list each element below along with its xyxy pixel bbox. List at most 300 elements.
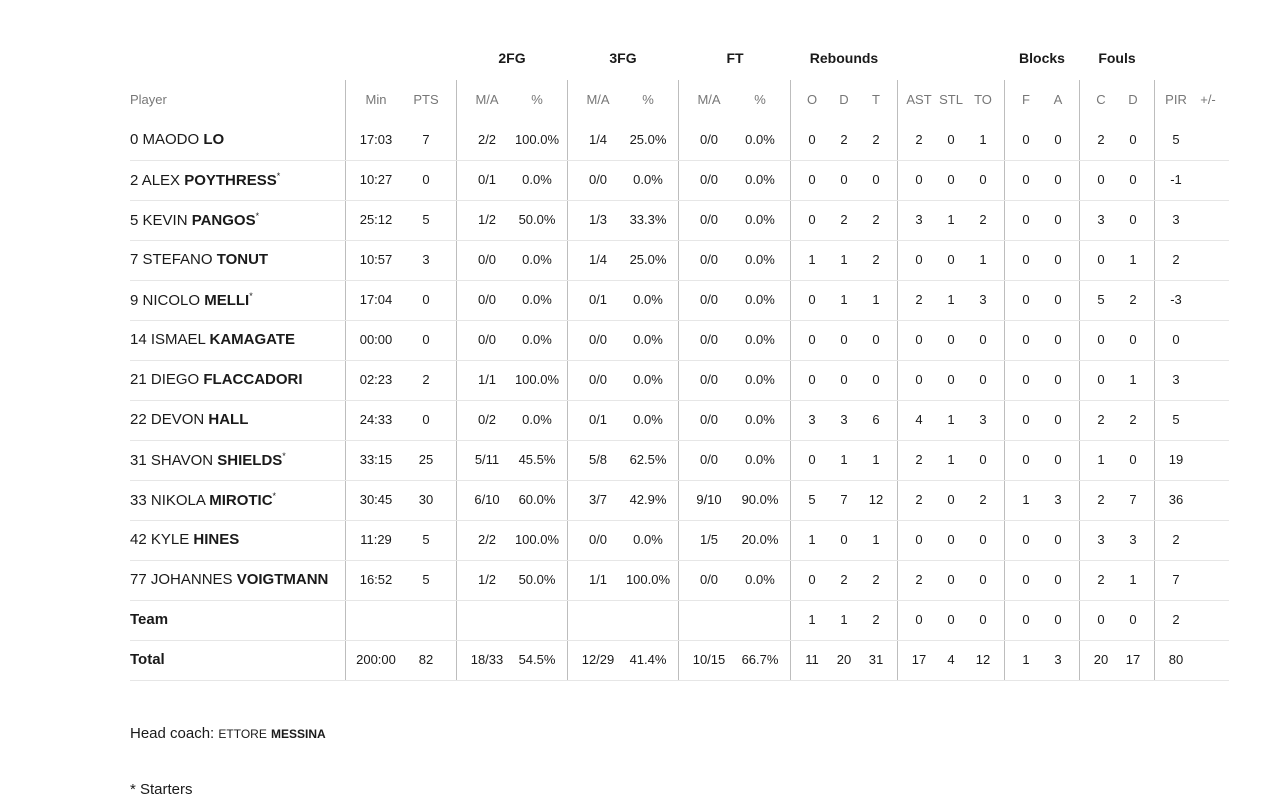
column-header: M/A [586,92,610,107]
stat-cell: 0/0 [588,172,608,187]
stat-cell: 0.0% [745,572,775,587]
player-name [130,451,286,469]
stat-cell: 62.5% [629,452,667,467]
stat-cell: 0/0 [699,332,719,347]
stat-cell: 0 [947,372,955,387]
stat-cell: 0.0% [745,172,775,187]
stat-cell: 7 [1172,572,1180,587]
stat-cell: 0 [947,612,955,627]
player-number: 5 [130,212,143,229]
stat-cell: 2 [1172,252,1180,267]
column-header: Player [130,92,167,107]
stat-cell: 1/4 [588,252,608,267]
player-first-name: NIKOLA [150,492,210,509]
stat-cell: 0 [947,572,955,587]
stat-cell: 3/7 [588,492,608,507]
stat-cell: 0 [422,332,430,347]
stat-cell: 0 [915,252,923,267]
player-number: 22 [130,411,151,428]
total-label: Total [130,651,165,668]
stat-cell: 100.0% [514,532,560,547]
stat-cell: 0 [915,532,923,547]
stat-cell: 90.0% [741,492,779,507]
stat-cell: 0/0 [699,572,719,587]
stat-cell: 20 [836,652,852,667]
stat-cell: 0/0 [699,412,719,427]
player-last-name: VOIGTMANN [236,571,329,588]
stat-cell: 2 [840,212,848,227]
stat-cell: 3 [979,292,987,307]
player-last-name: PANGOS [191,212,256,229]
stat-cell: 0/0 [699,292,719,307]
stat-cell: 3 [1054,492,1062,507]
stat-cell: 0.0% [522,252,552,267]
stat-cell: 80 [1168,652,1184,667]
stat-cell: 0 [1022,572,1030,587]
stat-cell: 0 [1054,532,1062,547]
row-divider [130,520,1229,521]
stat-cell: 3 [915,212,923,227]
stat-cell: 0.0% [745,332,775,347]
stat-cell: 25.0% [629,252,667,267]
stat-cell: 2 [872,212,880,227]
stat-cell: 0 [840,532,848,547]
row-divider [130,680,1229,681]
head-coach-label: Head coach: [130,725,219,742]
stat-cell: 0 [1054,372,1062,387]
stat-cell: 2 [1129,412,1137,427]
row-divider [130,640,1229,641]
stat-cell: 0 [1129,332,1137,347]
stat-cell: 0 [1054,572,1062,587]
stat-cell: 5 [1097,292,1105,307]
stat-cell: 2 [915,452,923,467]
stat-cell: 4 [947,652,955,667]
stat-cell: 0 [1022,292,1030,307]
stat-cell: 0 [808,332,816,347]
player-number: 7 [130,251,143,268]
stat-cell: 0/0 [699,212,719,227]
stat-cell: 2 [422,372,430,387]
stat-cell: 3 [1054,652,1062,667]
stat-cell: 3 [840,412,848,427]
stat-cell: 0 [979,172,987,187]
stat-cell: 0 [1054,332,1062,347]
stat-cell: 20.0% [741,532,779,547]
stat-cell: 3 [1172,212,1180,227]
stat-cell: 0 [808,132,816,147]
stat-cell: -1 [1170,172,1182,187]
stat-cell: 1 [1097,452,1105,467]
column-header: F [1022,92,1030,107]
column-divider [567,80,568,680]
stat-cell: 0 [1054,412,1062,427]
group-header-blocks: Blocks [1019,50,1065,66]
stat-cell: 33.3% [629,212,667,227]
stat-cell: 20 [1093,652,1109,667]
player-last-name: HALL [208,411,249,428]
player-first-name: MAODO [142,131,204,148]
stat-cell: 18/33 [470,652,504,667]
column-header: STL [939,92,963,107]
stat-cell: 0 [947,252,955,267]
stat-cell: 66.7% [741,652,779,667]
stat-cell: 100.0% [625,572,671,587]
stat-cell: 17 [1125,652,1141,667]
stat-cell: 0 [1097,172,1105,187]
player-first-name: ALEX [141,172,185,189]
starter-mark: * [255,211,260,221]
stat-cell: 5 [808,492,816,507]
player-first-name: JOHANNES [150,571,237,588]
stat-cell: 0 [915,372,923,387]
column-header: Min [365,92,387,107]
stat-cell: 0 [979,572,987,587]
stat-cell: 17:04 [359,292,393,307]
stat-cell: 7 [1129,492,1137,507]
stat-cell: 1 [947,412,955,427]
column-header: D [839,92,849,107]
player-name [130,211,259,229]
player-number: 33 [130,492,151,509]
column-divider [1004,80,1005,680]
player-first-name: DIEGO [150,371,204,388]
stat-cell: 0 [979,532,987,547]
stat-cell: 2/2 [477,132,497,147]
row-divider [130,240,1229,241]
stat-cell: 0 [947,132,955,147]
stat-cell: 1 [1129,572,1137,587]
stat-cell: 1 [808,532,816,547]
row-divider [130,440,1229,441]
stat-cell: 45.5% [518,452,556,467]
stat-cell: 1 [872,532,880,547]
player-number: 31 [130,452,151,469]
stat-cell: 0.0% [633,372,663,387]
player-name [130,171,280,189]
stat-cell: 0 [1172,332,1180,347]
column-header: O [806,92,818,107]
stat-cell: 0/0 [588,372,608,387]
stat-cell: 2 [1097,492,1105,507]
stat-cell: 2 [915,292,923,307]
stat-cell: 0 [947,532,955,547]
player-first-name: STEFANO [142,251,217,268]
stat-cell: 0.0% [633,172,663,187]
stat-cell: 2 [979,212,987,227]
stat-cell: 0.0% [745,372,775,387]
stat-cell: 3 [1129,532,1137,547]
stat-cell: 5 [422,212,430,227]
stat-cell: 1 [1022,652,1030,667]
stat-cell: 0.0% [745,212,775,227]
starter-mark: * [282,451,286,461]
stat-cell: 0 [840,372,848,387]
stat-cell: 0 [422,292,430,307]
player-name [130,571,328,588]
column-header: PTS [413,92,439,107]
stat-cell: 0.0% [633,532,663,547]
stat-cell: 0 [872,172,880,187]
stat-cell: 100.0% [514,372,560,387]
stat-cell: 0 [1022,532,1030,547]
stat-cell: 9/10 [696,492,722,507]
stat-cell: 0.0% [522,332,552,347]
stat-cell: 12 [975,652,991,667]
stat-cell: 0.0% [522,412,552,427]
stat-cell: 0 [1054,292,1062,307]
stat-cell: 0.0% [633,412,663,427]
group-header-2fg: 2FG [498,50,526,66]
stat-cell: 2 [840,132,848,147]
stat-cell: 1 [947,212,955,227]
starter-mark: * [276,171,281,181]
stat-cell: 2 [1097,572,1105,587]
stat-cell: 0 [947,332,955,347]
stat-cell: 0 [808,292,816,307]
stat-cell: 3 [808,412,816,427]
player-last-name: MIROTIC [209,492,273,509]
stat-cell: 2 [915,572,923,587]
row-divider [130,160,1229,161]
stat-cell: 1 [1129,252,1137,267]
stat-cell: 02:23 [359,372,393,387]
stat-cell: 00:00 [359,332,393,347]
stat-cell: 3 [1097,532,1105,547]
stat-cell: 0/0 [588,332,608,347]
stat-cell: 1/3 [588,212,608,227]
stat-cell: 0/0 [699,132,719,147]
stat-cell: 0 [840,332,848,347]
stat-cell: 0.0% [745,412,775,427]
player-name [130,531,239,548]
stat-cell: 11:29 [360,532,392,547]
stat-cell: 7 [840,492,848,507]
starter-mark: * [249,291,253,301]
stat-cell: 2 [1172,612,1180,627]
stat-cell: 0 [947,172,955,187]
stat-cell: 1/1 [588,572,608,587]
stat-cell: 0/2 [477,412,497,427]
stat-cell: 0 [1097,332,1105,347]
stat-cell: 11 [805,652,819,667]
column-divider [678,80,679,680]
stat-cell: 0 [1054,172,1062,187]
column-divider [456,80,457,680]
stat-cell: 25.0% [629,132,667,147]
team-label: Team [130,611,169,628]
stat-cell: 0 [915,332,923,347]
stat-cell: 2 [872,252,880,267]
column-header: D [1128,92,1138,107]
stat-cell: 0 [1097,252,1105,267]
stat-cell: 2 [872,132,880,147]
stat-cell: 24:33 [359,412,393,427]
column-header: % [754,92,766,107]
stat-cell: 2 [1129,292,1137,307]
stat-cell: 200:00 [356,652,396,667]
stat-cell: 2 [979,492,987,507]
stat-cell: 0 [840,172,848,187]
stat-cell: 2 [872,612,880,627]
column-divider [790,80,791,680]
stat-cell: 0 [1054,252,1062,267]
stat-cell: 0 [1097,372,1105,387]
stat-cell: 0/0 [477,252,497,267]
player-name [130,411,248,428]
stat-cell: 0.0% [633,292,663,307]
stat-cell: 4 [915,412,923,427]
stat-cell: 0 [1054,612,1062,627]
stat-cell: 0 [808,172,816,187]
stat-cell: 6 [872,412,880,427]
stat-cell: 10:27 [359,172,393,187]
stat-cell: 0 [979,332,987,347]
stat-cell: 0 [1054,132,1062,147]
stat-cell: 0/0 [588,532,608,547]
stat-cell: 12/29 [581,652,615,667]
stat-cell: 1 [872,452,880,467]
row-divider [130,400,1229,401]
player-number: 2 [130,172,142,189]
stat-cell: 5/8 [588,452,608,467]
stat-cell: 1/2 [477,572,497,587]
player-last-name: LO [203,131,225,148]
player-number: 0 [130,131,143,148]
stat-cell: 1 [840,612,848,627]
player-last-name: SHIELDS [217,452,283,469]
stat-cell: 0 [979,612,987,627]
player-first-name: NICOLO [142,292,205,309]
stat-cell: 5 [1172,412,1180,427]
stat-cell: 0 [1054,212,1062,227]
stat-cell: 60.0% [518,492,556,507]
player-number: 77 [130,571,151,588]
stat-cell: 10:57 [359,252,393,267]
stat-cell: 0.0% [522,172,552,187]
stat-cell: 0 [915,612,923,627]
stat-cell: 1 [947,452,955,467]
stat-cell: 0 [808,572,816,587]
stat-cell: 0 [1022,212,1030,227]
stat-cell: 0/0 [477,292,497,307]
head-coach-last-name: MESSINA [271,727,326,741]
stat-cell: 1/4 [588,132,608,147]
stat-cell: 16:52 [359,572,393,587]
stat-cell: 0 [979,372,987,387]
column-header: M/A [475,92,499,107]
stat-cell: 42.9% [629,492,667,507]
stat-cell: 0 [808,452,816,467]
stat-cell: 31 [868,652,884,667]
stat-cell: 1 [808,252,816,267]
stat-cell: 30:45 [359,492,393,507]
stat-cell: 1 [979,132,987,147]
player-name [130,251,268,268]
stat-cell: -3 [1170,292,1182,307]
stat-cell: 1 [947,292,955,307]
stat-cell: 0/0 [477,332,497,347]
head-coach [130,725,326,742]
stat-cell: 0 [1097,612,1105,627]
stat-cell: 1 [1129,372,1137,387]
stat-cell: 1 [840,452,848,467]
player-first-name: KYLE [150,531,194,548]
stat-cell: 0.0% [745,292,775,307]
stat-cell: 5 [422,532,430,547]
column-divider [1154,80,1155,680]
stat-cell: 0 [1054,452,1062,467]
stat-cell: 0/1 [477,172,497,187]
player-last-name: TONUT [216,251,269,268]
stat-cell: 1/1 [477,372,497,387]
stat-cell: 36 [1168,492,1184,507]
stat-cell: 2 [915,132,923,147]
stat-cell: 1/2 [477,212,497,227]
stat-cell: 0 [1022,452,1030,467]
column-header: T [872,92,880,107]
row-divider [130,360,1229,361]
stat-cell: 0/0 [699,252,719,267]
stat-cell: 0 [1129,612,1137,627]
player-last-name: POYTHRESS [184,172,277,189]
player-number: 9 [130,292,143,309]
row-divider [130,480,1229,481]
player-number: 21 [130,371,151,388]
stat-cell: 1 [840,292,848,307]
column-header: A [1053,92,1063,107]
player-name [130,131,224,148]
stat-cell: 0 [1022,412,1030,427]
stat-cell: 0/0 [699,452,719,467]
group-header-ft: FT [726,50,744,66]
stat-cell: 3 [422,252,430,267]
column-header: M/A [697,92,721,107]
player-last-name: FLACCADORI [203,371,303,388]
stat-cell: 2/2 [477,532,497,547]
stat-cell: 0 [1022,372,1030,387]
stat-cell: 33:15 [359,452,393,467]
stat-cell: 0/0 [699,372,719,387]
row-divider [130,200,1229,201]
stat-cell: 1/5 [699,532,719,547]
stat-cell: 54.5% [518,652,556,667]
stat-cell: 0/1 [588,412,608,427]
stat-cell: 3 [1172,372,1180,387]
column-header: PIR [1165,92,1187,107]
group-header-3fg: 3FG [609,50,637,66]
row-divider [130,280,1229,281]
head-coach-first-name: ETTORE [218,727,267,741]
column-header: % [531,92,543,107]
stat-cell: 17 [911,652,927,667]
player-name [130,331,295,348]
stat-cell: 2 [1097,412,1105,427]
stat-cell: 5 [1172,132,1180,147]
stat-cell: 0.0% [522,292,552,307]
stat-cell: 17:03 [359,132,393,147]
stat-cell: 0.0% [745,132,775,147]
stat-cell: 0/0 [699,172,719,187]
stat-cell: 2 [915,492,923,507]
player-name [130,371,303,388]
stat-cell: 5 [422,572,430,587]
column-divider [345,80,346,680]
player-number: 14 [130,331,151,348]
starters-legend: * Starters [130,781,193,798]
stat-cell: 5/11 [474,452,500,467]
stat-cell: 0 [915,172,923,187]
